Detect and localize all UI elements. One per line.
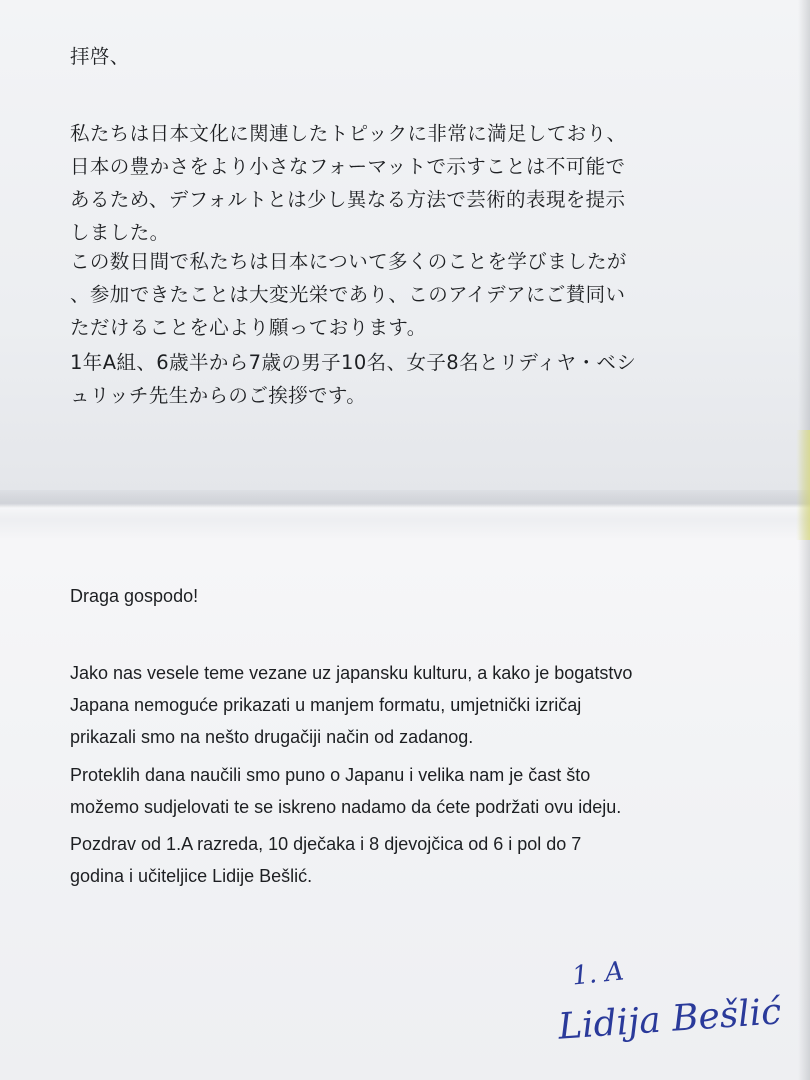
japanese-greeting: 拝啓、 [70, 45, 130, 68]
text-line: Japana nemoguće prikazati u manjem formatu, umjetnički izričaj [70, 695, 582, 715]
text-line: この数日間で私たちは日本について多くのことを学びましたが [70, 250, 627, 273]
text-line: godina i učiteljice Lidije Bešlić. [70, 866, 313, 886]
text-line: あるため、デフォルトとは少し異なる方法で芸術的表現を提示 [70, 188, 626, 211]
signature-name: Lidija Bešlić [556, 991, 783, 1048]
croatian-paragraph-2 [70, 759, 730, 823]
text-line: Proteklih dana naučili smo puno o Japanu i velika nam je čast što [70, 765, 591, 785]
text-line: しました。 [70, 221, 170, 244]
croatian-paragraph-1 [70, 657, 730, 753]
signature-class-label: 1. A [570, 956, 626, 992]
text-line: Jako nas vesele teme vezane uz japansku kulturu, a kako je bogatstvo [70, 663, 633, 683]
japanese-paragraph-1 [70, 117, 700, 249]
croatian-paragraph-3 [70, 828, 730, 892]
text-line: ュリッチ先生からのご挨拶です。 [70, 384, 367, 407]
text-line: možemo sudjelovati te se iskreno nadamo da ćete podržati ovu ideju. [70, 797, 622, 817]
text-line: 、参加できたことは大変光栄であり、このアイデアにご賛同い [70, 283, 626, 306]
text-line: Pozdrav od 1.A razreda, 10 dječaka i 8 djevojčica od 6 i pol do 7 [70, 834, 582, 854]
japanese-paragraph-3 [70, 346, 700, 412]
text-line: ただけることを心より願っております。 [70, 316, 427, 339]
text-line: 日本の豊かさをより小さなフォーマットで示すことは不可能で [70, 155, 626, 178]
paper-edge-shadow [798, 0, 810, 1080]
text-line: prikazali smo na nešto drugačiji način od zadanog. [70, 727, 474, 747]
paper-fold [0, 490, 810, 520]
text-line: 1年A組、6歳半から7歳の男子10名、女子8名とリディヤ・ベシ [70, 351, 637, 374]
handwritten-signature [550, 955, 790, 1075]
text-line: 私たちは日本文化に関連したトピックに非常に満足しており、 [70, 122, 627, 145]
background-tint [796, 430, 810, 540]
croatian-greeting: Draga gospodo! [70, 586, 199, 606]
japanese-paragraph-2 [70, 245, 700, 344]
